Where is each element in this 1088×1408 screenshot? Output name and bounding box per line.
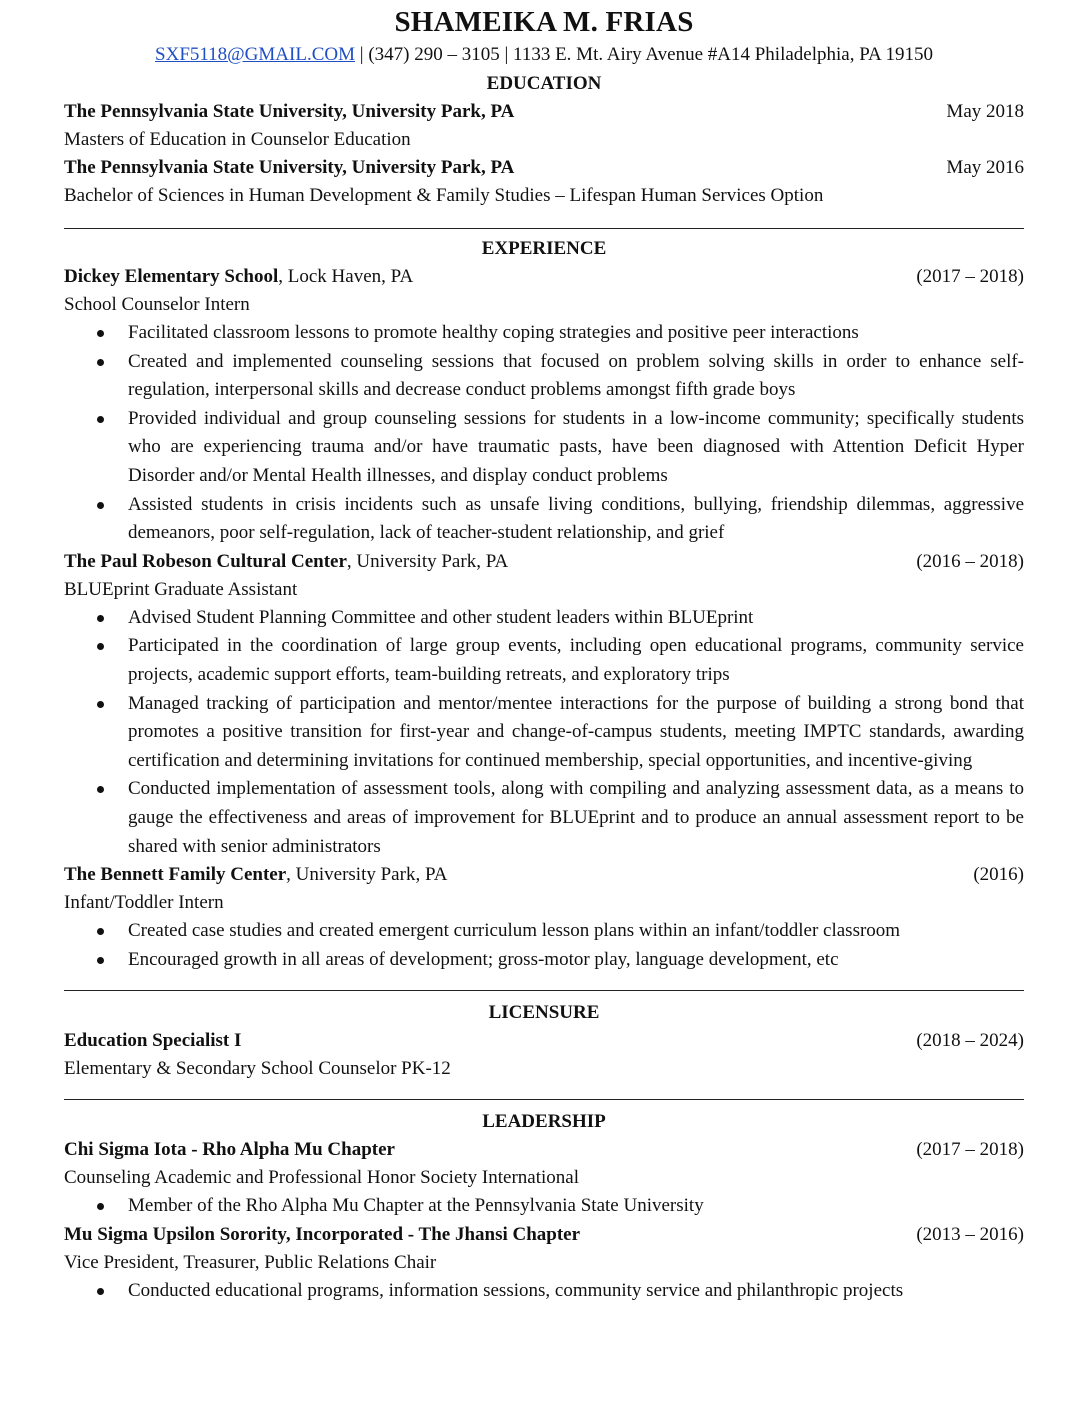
degree: Masters of Education in Counselor Education bbox=[64, 129, 411, 150]
date: (2016) bbox=[973, 864, 1024, 886]
degree: Bachelor of Sciences in Human Development & Family Studies – Lifespan Human Services Option bbox=[64, 185, 824, 206]
date: May 2016 bbox=[946, 157, 1024, 178]
school-name: The Pennsylvania State University, University Park, PA bbox=[64, 101, 515, 122]
bullet-item: Created and implemented counseling sessions that focused on problem solving skills in order to enhance self-regulation, interpersonal skills and decrease conduct problems amongst fifth grade boys bbox=[64, 348, 1024, 405]
section-title-licensure: LICENSURE bbox=[488, 1002, 600, 1024]
bullet-item: Member of the Rho Alpha Mu Chapter at the Pennsylvania State University bbox=[64, 1192, 1024, 1221]
license-name: Education Specialist I bbox=[64, 1030, 242, 1052]
bullet-item: Encouraged growth in all areas of development; gross-motor play, language development, etc bbox=[64, 946, 1024, 975]
section-title-experience: EXPERIENCE bbox=[481, 238, 607, 259]
section-title-leadership: LEADERSHIP bbox=[482, 1111, 606, 1133]
contact-line bbox=[64, 40, 1024, 70]
leadership-entry bbox=[64, 1136, 1024, 1221]
email-link[interactable]: SXF5118@GMAIL.COM bbox=[155, 44, 355, 65]
date: (2018 – 2024) bbox=[916, 1030, 1024, 1052]
bullet-list bbox=[64, 917, 1024, 974]
separator: | bbox=[355, 44, 369, 65]
role: Counseling Academic and Professional Honor Society International bbox=[64, 1167, 579, 1189]
bullet-item: Conducted implementation of assessment tools, along with compiling and analyzing assessment data, as a means to gauge the effectiveness and areas of improvement for BLUEprint and to produce an annual assessment report to be shared with senior administrators bbox=[64, 775, 1024, 861]
role: Vice President, Treasurer, Public Relations Chair bbox=[64, 1251, 437, 1273]
org-name: Dickey Elementary School bbox=[64, 266, 279, 287]
experience-entry bbox=[64, 263, 1024, 548]
date: (2017 – 2018) bbox=[916, 266, 1024, 287]
bullet-item: Created case studies and created emergent curriculum lesson plans within an infant/toddler classroom bbox=[64, 917, 1024, 946]
role: BLUEprint Graduate Assistant bbox=[64, 578, 298, 600]
org-name: The Paul Robeson Cultural Center bbox=[64, 550, 347, 572]
date: (2016 – 2018) bbox=[916, 550, 1024, 572]
experience-entry bbox=[64, 861, 1024, 974]
bullet-item: Provided individual and group counseling sessions for students in a low-income community; specifically students who are experiencing trauma and/or have traumatic pasts, have been diagnosed with Attention Deficit Hyper Disorder and/or Mental Health illnesses, and display conduct problems bbox=[64, 405, 1024, 491]
role: Infant/Toddler Intern bbox=[64, 892, 224, 914]
education-entry bbox=[64, 98, 1024, 154]
bullet-item: Advised Student Planning Committee and other student leaders within BLUEprint bbox=[64, 604, 1024, 633]
separator: | bbox=[499, 44, 514, 65]
org-name: Chi Sigma Iota - Rho Alpha Mu Chapter bbox=[64, 1139, 395, 1161]
org-name: The Bennett Family Center bbox=[64, 864, 287, 886]
bullet-list bbox=[64, 604, 1024, 861]
candidate-name: SHAMEIKA M. FRIAS bbox=[394, 6, 694, 38]
bullet-item: Facilitated classroom lessons to promote healthy coping strategies and positive peer interactions bbox=[64, 319, 1024, 348]
section-title-education: EDUCATION bbox=[486, 73, 602, 94]
address: 1133 E. Mt. Airy Avenue #A14 Philadelphia, PA 19150 bbox=[513, 44, 933, 65]
license-detail: Elementary & Secondary School Counselor PK-12 bbox=[64, 1058, 451, 1080]
phone: (347) 290 – 3105 bbox=[368, 44, 500, 65]
bullet-list bbox=[64, 1277, 1024, 1306]
org-location: , Lock Haven, PA bbox=[278, 266, 414, 287]
school-name: The Pennsylvania State University, University Park, PA bbox=[64, 157, 515, 178]
bullet-item: Managed tracking of participation and mentor/mentee interactions for the purpose of building a strong bond that promotes a positive transition for first-year and change-of-campus students, meeting IMPTC standards, awarding certification and determining invitations for continued membership, special opportunities, and incentive-giving bbox=[64, 690, 1024, 776]
date: May 2018 bbox=[946, 101, 1024, 122]
education-entry bbox=[64, 154, 1024, 210]
org-location: , University Park, PA bbox=[286, 864, 448, 886]
resume-page bbox=[64, 0, 1024, 1305]
bullet-item: Conducted educational programs, information sessions, community service and philanthropic projects bbox=[64, 1277, 1024, 1306]
role: School Counselor Intern bbox=[64, 294, 250, 315]
date: (2013 – 2016) bbox=[916, 1223, 1024, 1245]
org-name: Mu Sigma Upsilon Sorority, Incorporated - The Jhansi Chapter bbox=[64, 1223, 581, 1245]
leadership-entry bbox=[64, 1221, 1024, 1306]
org-location: , University Park, PA bbox=[346, 550, 509, 572]
bullet-item: Assisted students in crisis incidents such as unsafe living conditions, bullying, friendship dilemmas, aggressive demeanors, poor self-regulation, lack of teacher-student relationship, and grief bbox=[64, 491, 1024, 548]
licensure-entry bbox=[64, 1027, 1024, 1083]
experience-entry bbox=[64, 548, 1024, 861]
date: (2017 – 2018) bbox=[916, 1139, 1024, 1161]
bullet-list bbox=[64, 319, 1024, 548]
bullet-list bbox=[64, 1192, 1024, 1221]
bullet-item: Participated in the coordination of large group events, including open educational programs, community service projects, academic support efforts, team-building retreats, and exploratory trips bbox=[64, 632, 1024, 689]
